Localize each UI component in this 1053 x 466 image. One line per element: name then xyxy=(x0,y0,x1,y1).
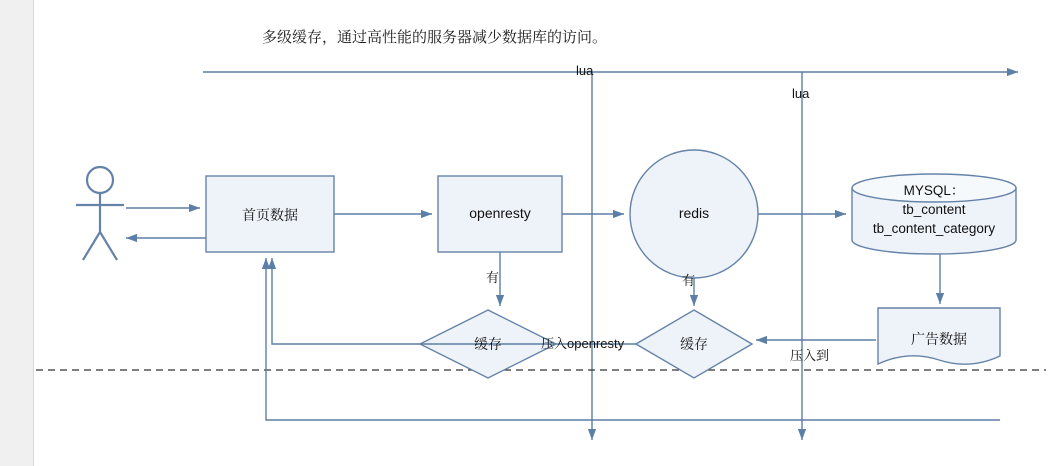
diagram-title: 多级缓存，通过高性能的服务器减少数据库的访问。 xyxy=(262,29,608,46)
node-openresty xyxy=(438,176,562,252)
label-cache-right: 缓存 xyxy=(680,336,708,352)
label-mysql-title: MYSQL： xyxy=(903,183,965,198)
label-homepage-data: 首页数据 xyxy=(242,207,298,223)
node-ad-data xyxy=(878,308,1000,364)
label-lua-right: lua xyxy=(792,86,810,101)
label-cache-left: 缓存 xyxy=(474,336,502,352)
node-homepage-data xyxy=(206,176,334,252)
label-push-openresty: 压入openresty xyxy=(541,336,625,351)
node-cache-right xyxy=(636,310,752,378)
node-redis xyxy=(630,150,758,278)
label-lua-left: lua xyxy=(576,63,594,78)
label-ad-data: 广告数据 xyxy=(911,331,967,347)
user-figure-icon xyxy=(76,167,124,260)
label-mysql-table-2: tb_content_category xyxy=(872,221,996,236)
label-mysql-table-1: tb_content xyxy=(902,202,966,217)
label-openresty: openresty xyxy=(469,205,531,221)
label-redis: redis xyxy=(678,205,710,221)
label-has-right: 有 xyxy=(682,273,696,288)
label-has-left: 有 xyxy=(486,270,500,285)
label-push-to: 压入到 xyxy=(790,348,830,363)
